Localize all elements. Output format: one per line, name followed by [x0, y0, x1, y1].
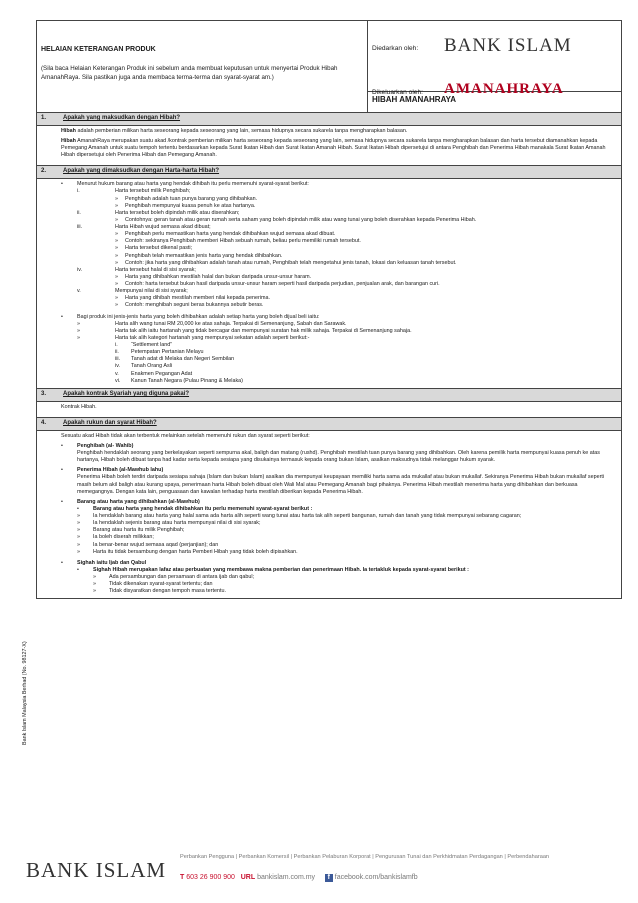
amanahraya-logo: AMANAHRAYA — [444, 81, 564, 97]
footer-phone[interactable]: 603 26 900 900 — [186, 874, 235, 881]
sheet-intro: (Sila baca Helaian Keterangan Produk ini sebelum anda membuat keputusan untuk menyertai Produk Hibah AmanahRaya. Sila pastikan juga anda membaca terma-terma dan syarat-syarat am.) — [41, 65, 338, 81]
list-item: » Penghibah adalah tuan punya barang yang dihibahkan. — [115, 195, 258, 202]
list-item: » Contoh: menghibah seguni beras bukannya sebutir beras. — [115, 302, 264, 309]
footer-url[interactable]: bankislam.com.my — [257, 874, 316, 881]
list-item: » Harta tersebut dikenal pasti; — [115, 245, 193, 252]
list-item: iv. Tanah Orang Asli — [115, 363, 173, 370]
list-item: v. Enakmen Pegangan Adat — [115, 370, 193, 377]
list-item: • Penghibah (al- Wahib) — [61, 442, 134, 449]
company-registration: Bank Islam Malaysia Berhad (No. 98127-X) — [22, 641, 28, 745]
faq-box — [36, 113, 622, 599]
header-left-cell — [37, 21, 368, 113]
section-3-question: Apakah kontrak Syariah yang diguna pakai? — [63, 390, 190, 397]
section-3-heading: 3. Apakah kontrak Syariah yang diguna pakai? — [37, 388, 621, 402]
list-item: v. Mempunyai nilai di sisi syarak; — [77, 288, 188, 295]
list-item: » Harta itu tidak bersambung dengan harta Pemberi Hibah yang tidak boleh dipisahkan. — [77, 548, 298, 555]
section-2-question: Apakah yang dimaksudkan dengan Harta-harta Hibah? — [63, 168, 220, 175]
product-name: HIBAH AMANAHRAYA — [368, 92, 622, 113]
list-item: » Ada persambungan dan persamaan di antara ijab dan qabul; — [93, 574, 255, 580]
list-item: » Harta yang dihibahkan mestilah halal dan bukan daripada unsur-unsur haram. — [115, 273, 312, 280]
list-item: » Contoh: jika harta yang dihibahkan adalah tanah atau rumah, Penghibah telah mengetahui jenis tanah, lokasi dan keluasan tanah tersebut. — [115, 259, 457, 266]
list-item: i. Harta tersebut milik Penghibah; — [77, 188, 191, 195]
product-sheet — [36, 20, 622, 599]
footer-bank-logo: BANK ISLAM — [26, 858, 167, 882]
list-item: » Harta yang dihibah mestilah memberi nilai kepada penerima. — [115, 295, 271, 302]
section-1-heading: 1. Apakah yang maksudkan dengan Hibah? — [37, 113, 621, 126]
list-item: » Ia boleh diserah milikkan; — [77, 534, 154, 541]
list-item: » Ia benar-benar wujud semasa aqad (perjanjian); dan — [77, 541, 219, 548]
section-4-intro: Sesuatu akad Hibah tidak akan terbentuk melainkan setelah memenuhi rukun dan syarat seperti berikut: — [61, 432, 310, 439]
footer — [20, 852, 620, 892]
list-item: • Sighah Hibah merupakan lafaz atau perbuatan yang membawa makna pemberian dan penerimaan Hibah. Ia tertakluk kepada syarat-syarat berikut : — [77, 566, 469, 573]
list-item: » Penghibah telah memastikan jenis harta yang hendak dihibahkan. — [115, 252, 283, 259]
hibah-definition: Hibah adalah pemberian milikan harta seseorang kepada seseorang yang lain, semasa hidupnya secara sukarela tanpa mengharapkan balasan. — [61, 127, 408, 134]
list-item: iii. Tanah adat di Melaka dan Negeri Sembilan — [115, 356, 235, 363]
list-item: » Ia hendaklah barang atau harta yang halal sama ada harta alih seperti wang tunai atau harta tak alih seperti bangunan, rumah dan tanah yang tidak mempunyai sebarang cagaran; — [77, 513, 522, 519]
list-item: » Penghibah mempunyai kuasa penuh ke atas hartanya. — [115, 202, 256, 209]
contract-answer: Kontrak Hibah. — [61, 403, 97, 410]
list-item: » Contoh: sekiranya Penghibah memberi Hibah sebuah rumah, beliau perlu memiliki rumah tersebut. — [115, 238, 361, 245]
list-item: ii. Harta tersebut boleh dipindah milik atau diserahkan; — [77, 209, 240, 216]
section-2-body — [37, 179, 621, 388]
footer-facebook[interactable]: facebook.com/bankislamfb — [334, 874, 418, 881]
list-item: iv. Harta tersebut halal di sisi syarak; — [77, 266, 196, 273]
section-2-heading: 2. Apakah yang dimaksudkan dengan Harta-harta Hibah? — [37, 165, 621, 179]
list-item: • Barang atau harta yang dihibahkan (al-Mawhub) — [61, 498, 200, 505]
sheet-title: HELAIAN KETERANGAN PRODUK — [41, 46, 156, 53]
list-item: » Harta alih wang tunai RM 20,000 ke atas sahaja. Terpakai di Semenanjung, Sabah dan Sarawak. — [77, 320, 347, 327]
list-item: vi. Kanun Tanah Negara (Pulau Pinang & Melaka) — [115, 377, 243, 384]
penghibah-text: Penghibah hendaklah seorang yang berkelayakan seperti sempurna akal, baligh dan matang (rushd). Penghibah mestilah tuan punya barang yang dihibahkan. Oleh karena pemilik harta mempunyai kuasa penuh ke atas hartanya, Hibah boleh dibuat tanpa had kadar serta kepada sesiapa yang disukainya termasuk kepada orang bukan Islam, asalkan maksudnya tidak melanggar hukum syarak. — [77, 450, 600, 464]
footer-contact: T 603 26 900 900 URL bankislam.com.my f facebook.com/bankislamfb — [180, 874, 418, 881]
list-item: • Menurut hukum barang atau harta yang hendak dihibah itu perlu memenuhi syarat-syarat berikut: — [61, 181, 309, 188]
list-item: iii. Harta Hibah wujud semasa akad dibuat; — [77, 224, 211, 231]
list-item: » Tidak disyaratkan dengan tempoh masa tertentu. — [93, 588, 226, 595]
list-item: • Bagi produk ini jenis-jenis harta yang boleh dihibahkan adalah setiap harta yang boleh dijual beli iaitu: — [61, 313, 320, 320]
section-1-body — [37, 126, 621, 166]
footer-services: Perbankan Pengguna | Perbankan Komersil | Perbankan Pelaburan Korporat | Pengurusan Tunai dan Perkhidmatan Perdagangan | Perbendaharaan — [180, 854, 550, 860]
list-item: » Barang atau harta itu milik Penghibah; — [77, 527, 185, 534]
section-4-question: Apakah rukun dan syarat Hibah? — [63, 419, 157, 426]
list-item: » Contohnya: geran tanah atau geran rumah serta saham yang boleh dipindah milik atau wang tunai yang boleh diserahkan kepada Penerima Hibah. — [115, 216, 477, 223]
list-item: » Contoh: harta tersebut bukan hasil daripada unsur-unsur haram seperti hasil daripada perjudian, penjualan arak, dan barangan curi. — [115, 281, 440, 288]
list-item: » Ia hendaklah sejenis barang atau harta mempunyai nilai di sisi syarak; — [77, 520, 261, 527]
list-item: i. “Settlement land” — [115, 342, 173, 349]
restricted-land-list — [61, 342, 615, 385]
section-1-question: Apakah yang maksudkan dengan Hibah? — [63, 115, 181, 121]
list-item: • Sighah iaitu Ijab dan Qabul — [61, 559, 147, 566]
section-3-body — [37, 402, 621, 417]
header-right-cell — [368, 21, 622, 97]
list-item: » Harta tak alih iaitu hartanah yang tidak bercagar dan mempunyai suratan hak milik sahaja. Terpakai di Semenanjung sahaja. — [77, 327, 412, 334]
penerima-text: Penerima Hibah boleh terdiri daripada sesiapa sahaja (Islam dan bukan Islam) asalkan dia mempunyai keupayaan memiliki harta sama ada mukallaf atau bukan mukallaf. Sekiranya Penerima Hibah bukan mukallaf seperti masih belum akil baligh atau kurang upaya, penerimaan harta Hibah boleh dibuat oleh Wali Mal atau Pemegang Amanah bagi pihaknya. Penerima Hibah mestilah menerima harta yang dihibahkan dan berkuasa memegangnya. Dengan kata lain, penguasaan dan kawalan terhadap harta mestilah diberikan kepada Penerima Hibah. — [77, 474, 605, 495]
list-item: » Harta tak alih kategori hartanah yang mempunyai sekatan adalah seperti berikut:- — [77, 334, 310, 341]
facebook-icon: f — [325, 874, 333, 882]
list-item: » Tidak dikenakan syarat-syarat tertentu; dan — [93, 581, 213, 588]
header-table — [36, 20, 622, 113]
list-item: • Barang atau harta yang hendak dihibahkan itu perlu memenuhi syarat-syarat berikut : — [77, 505, 313, 512]
published-by-label: Dikeluarkan oleh: — [372, 89, 423, 96]
hibah-amanahraya-definition: Hibah AmanahRaya merupakan suatu akad /kontrak pemberian milikan harta seseorang kepada seseorang yang lain, semasa hidupnya secara sukarela tanpa mengharapkan balasan dan harta tersebut diamanahkan kepada Pemegang Amanah untuk suatu tempoh tertentu berdasarkan kepada Surat Ikatan Hibah dan Surat Ikatan Amanah Hibah. Surat Ikatan Hibah dipersetujui di antara Penghibah dan Penerima Hibah manakala Surat Ikatan Amanah Hibah dipersetujui oleh Penerima Hibah dan Pemegang Amanah. — [61, 138, 606, 159]
issued-by-label: Diedarkan oleh: — [372, 45, 419, 52]
section-4-heading: 4. Apakah rukun dan syarat Hibah? — [37, 417, 621, 431]
list-item: ii. Petempatan Pertanian Melayu — [115, 349, 204, 356]
list-item: • Penerima Hibah (al-Mawhub lahu) — [61, 467, 164, 474]
section-4-body — [37, 431, 621, 599]
list-item: » Penghibah perlu memastikan harta yang hendak dihibahkan wujud semasa akad dibuat. — [115, 231, 336, 238]
bank-islam-logo: BANK ISLAM — [444, 35, 572, 56]
